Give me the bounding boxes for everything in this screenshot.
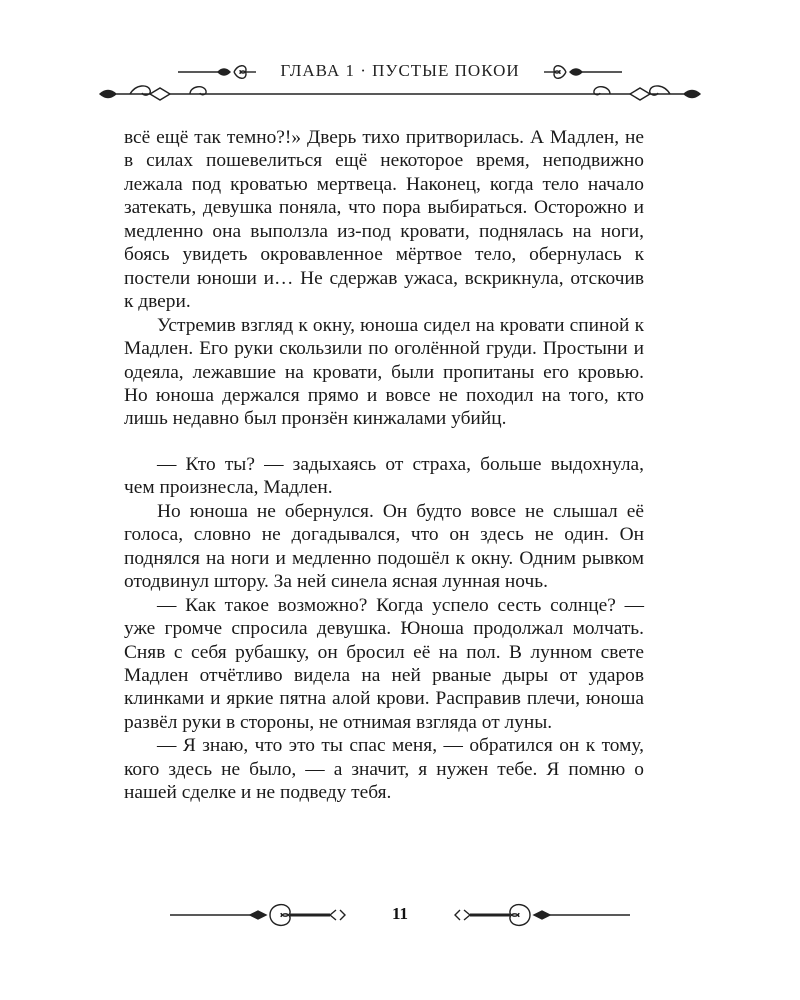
chapter-title — [90, 61, 710, 81]
paragraph-1: всё ещё так темно?!» Дверь тихо притворилась. А Мадлен, не в силах пошевелиться ещё некоторое время, неподвижно лежала под кроватью мертвеца. Наконец, когда тело начало затекать, девушка поняла, что пора выбираться. Осторожно и медленно она выползла из-под кровати, поднялась на ноги, боясь увидеть окровавленное мёртвое тело, обернулась к постели юноши и… Не сдержав ужаса, вскрикнула, отскочив к двери. — [124, 127, 644, 313]
paragraph-4: Но юноша не обернулся. Он будто вовсе не слышал её голоса, словно не догадывался, что он здесь не один. Он поднялся на ноги и медленно подошёл к окну. Одним рывком отодвинул штору. За ней синела ясная лунная ночь. — [124, 500, 644, 593]
body-text — [124, 126, 644, 805]
chapter-title-text: ГЛАВА 1 · ПУСТЫЕ ПОКОИ — [274, 61, 525, 80]
paragraph-5: — Как такое возможно? Когда успело сесть солнце? — уже громче спросила девушка. Юноша продолжал молчать. Сняв с себя рубашку, он бросил её на пол. В лунном свете Мадлен отчётливо видела на ней рваные дыры от ударов клинками и яркие пятна алой крови. Расправив плечи, юноша развёл руки в стороны, не отнимая взгляда от луны. — [124, 594, 644, 733]
paragraph-3: — Кто ты? — задыхаясь от страха, больше выдохнула, чем произнесла, Мадлен. — [124, 453, 644, 499]
page-header — [90, 52, 710, 112]
page-footer — [170, 890, 630, 940]
paragraph-2: Устремив взгляд к окну, юноша сидел на кровати спиной к Мадлен. Его руки скользили по оголённой груди. Простыни и одеяла, лежавшие на кровати, были пропитаны его кровью. Но юноша держался прямо и вовсе не походил на того, кто лишь недавно был пронзён кинжалами убийц. — [124, 314, 644, 430]
page-number: 11 — [391, 904, 409, 923]
paragraph-6: — Я знаю, что это ты спас меня, — обратился он к тому, кого здесь не было, — а значит, я нужен тебе. Я помню о нашей сделке и не подведу тебя. — [124, 735, 644, 804]
